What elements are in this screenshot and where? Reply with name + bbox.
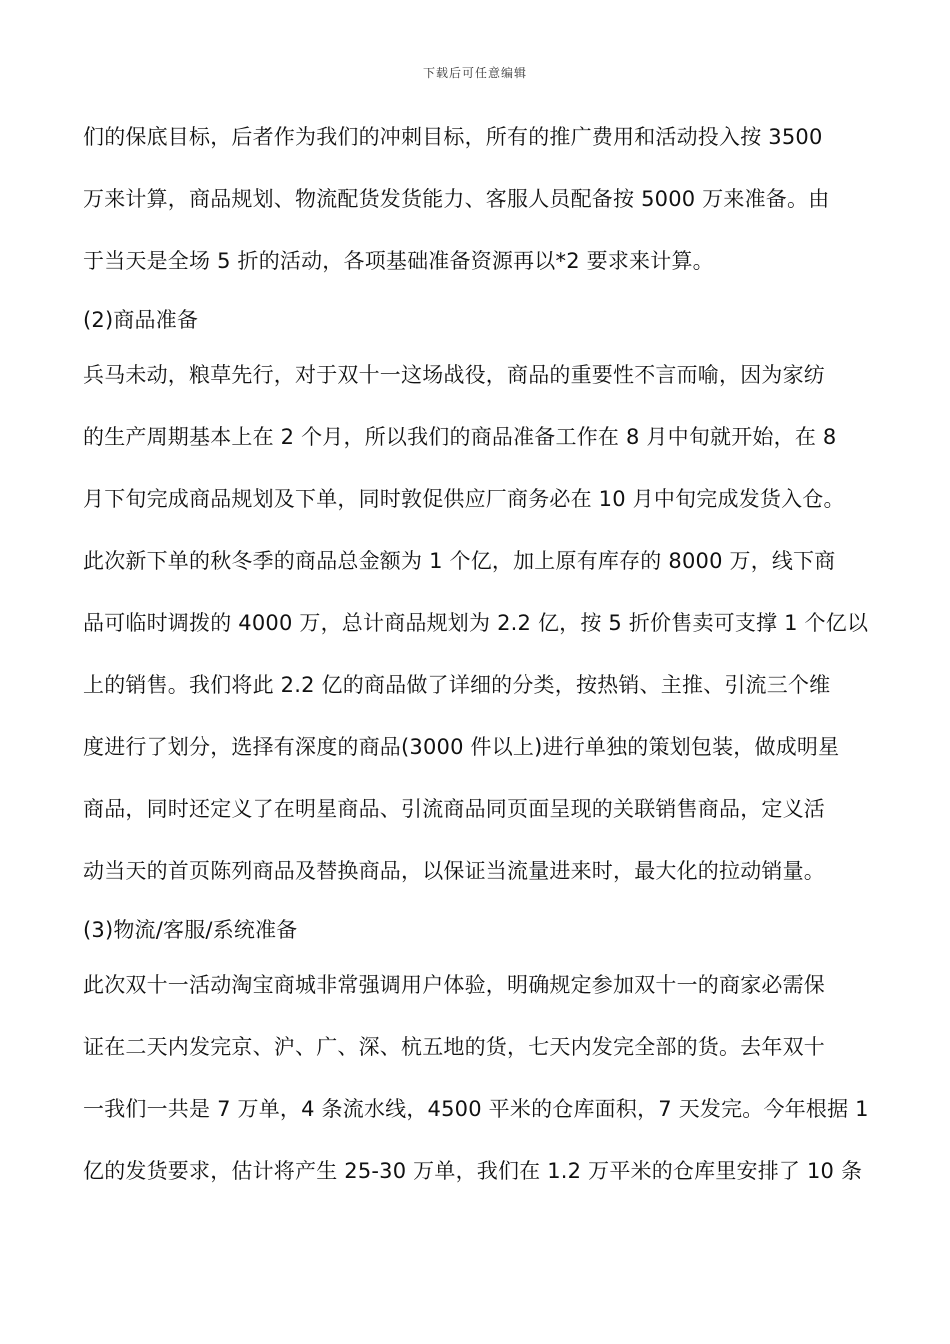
text-line: 此次双十一活动淘宝商城非常强调用户体验，明确规定参加双十一的商家必需保 <box>83 973 825 997</box>
text-line: 亿的发货要求，估计将产生 25-30 万单，我们在 1.2 万平米的仓库里安排了 10 条 <box>83 1159 863 1183</box>
text-line: 动当天的首页陈列商品及替换商品，以保证当流量进来时，最大化的拉动销量。 <box>83 859 825 883</box>
text-line: 此次新下单的秋冬季的商品总金额为 1 个亿，加上原有库存的 8000 万，线下商 <box>83 549 836 573</box>
section-heading: (3)物流/客服/系统准备 <box>83 918 298 942</box>
text-line: 月下旬完成商品规划及下单，同时敦促供应厂商务必在 10 月中旬完成发货入仓。 <box>83 487 845 511</box>
text-line: 的生产周期基本上在 2 个月，所以我们的商品准备工作在 8 月中旬就开始，在 8 <box>83 425 837 449</box>
text-line: 度进行了划分，选择有深度的商品(3000 件以上)进行单独的策划包装，做成明星 <box>83 735 840 759</box>
text-line: 兵马未动，粮草先行，对于双十一这场战役，商品的重要性不言而喻，因为家纺 <box>83 363 825 387</box>
text-line: 上的销售。我们将此 2.2 亿的商品做了详细的分类，按热销、主推、引流三个维 <box>83 673 831 697</box>
text-line: 证在二天内发完京、沪、广、深、杭五地的货，七天内发完全部的货。去年双十 <box>83 1035 825 1059</box>
text-line: 商品，同时还定义了在明星商品、引流商品同页面呈现的关联销售商品，定义活 <box>83 797 825 821</box>
page-header: 下载后可任意编辑 <box>422 66 527 80</box>
text-line: 品可临时调拨的 4000 万，总计商品规划为 2.2 亿，按 5 折价售卖可支撑 1 个亿以 <box>83 611 869 635</box>
text-line: 们的保底目标，后者作为我们的冲刺目标，所有的推广费用和活动投入按 3500 <box>83 125 823 149</box>
text-line: 于当天是全场 5 折的活动，各项基础准备资源再以*2 要求来计算。 <box>83 249 714 273</box>
section-heading: (2)商品准备 <box>83 308 199 332</box>
text-line: 万来计算，商品规划、物流配货发货能力、客服人员配备按 5000 万来准备。由 <box>83 187 830 211</box>
document-body <box>83 114 883 1210</box>
text-line: 一我们一共是 7 万单，4 条流水线，4500 平米的仓库面积，7 天发完。今年根据 1 <box>83 1097 869 1121</box>
